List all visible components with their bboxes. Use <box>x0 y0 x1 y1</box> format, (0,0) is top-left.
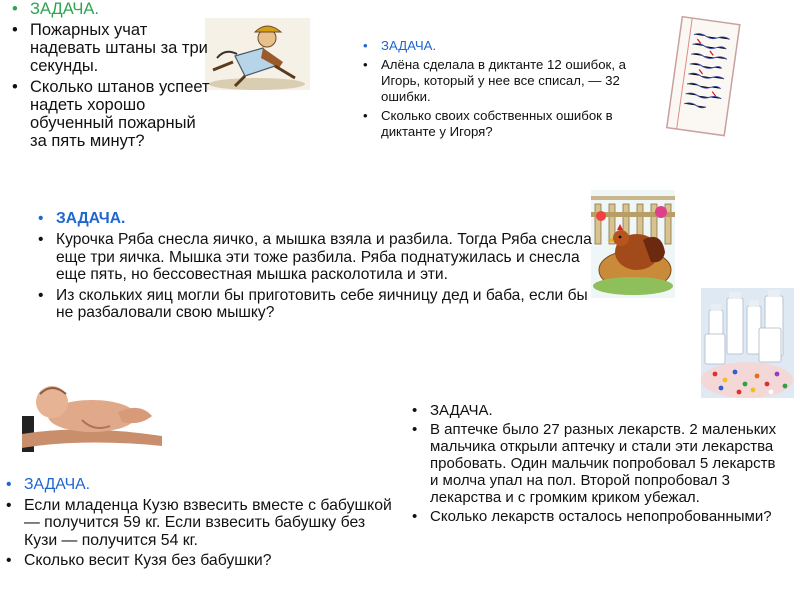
task-firefighter-condition: • Пожарных учат надевать штаны за три секунды. <box>6 21 216 75</box>
task-dictation-condition: • Алёна сделала в диктанте 12 ошибок, а Игорь, который у нее все списал, — 32 ошибки. <box>357 57 657 105</box>
task-hen-condition: • Курочка Ряба снесла яичко, а мышка взяла и разбила. Тогда Ряба снесла еще три яичка. Мышка эти тоже разбила. Ряба поднатужилась и снесла еще пять, но бессовестная мышка расколотила и эти. <box>32 231 592 283</box>
task-baby-question: • Сколько весит Кузя без бабушки? <box>0 552 400 570</box>
task-dictation-title-item <box>357 38 657 54</box>
firefighter-illustration <box>205 18 310 90</box>
task-hen-title-item <box>32 210 592 227</box>
medicine-bottles-photo <box>701 288 794 398</box>
task-firefighter-question: • Сколько штанов успеет надеть хорошо обученный пожарный за пять минут? <box>6 78 216 150</box>
task-firefighter-title-item <box>6 0 216 18</box>
baby-photo <box>22 376 164 452</box>
task-pharmacy <box>406 402 786 527</box>
task-baby-title: ЗАДАЧА. <box>24 476 91 493</box>
task-dictation <box>357 38 657 143</box>
task-hen-question: • Из скольких яиц могли бы приготовить себе яичницу дед и баба, если бы не разбаловали свою мышку? <box>32 287 592 322</box>
task-baby-condition: • Если младенца Кузю взвесить вместе с бабушкой — получится 59 кг. Если взвесить бабушку без Кузи — получится 54 кг. <box>0 497 400 550</box>
hen-illustration <box>591 190 675 298</box>
notebook-illustration <box>662 14 742 142</box>
task-firefighter <box>6 0 216 153</box>
task-hen <box>32 210 592 326</box>
task-baby-title-item <box>0 476 400 494</box>
task-pharmacy-question: • Сколько лекарств осталось непопробованными? <box>406 508 786 525</box>
task-firefighter-title: ЗАДАЧА. <box>30 0 99 18</box>
task-hen-title: ЗАДАЧА. <box>56 210 126 227</box>
task-pharmacy-title: • ЗАДАЧА. <box>406 402 786 419</box>
task-dictation-question: • Сколько своих собственных ошибок в диктанте у Игоря? <box>357 108 657 140</box>
task-dictation-title: ЗАДАЧА. <box>381 38 437 53</box>
task-pharmacy-condition: • В аптечке было 27 разных лекарств. 2 маленьких мальчика открыли аптечку и стали эти лекарства пробовать. Один мальчик попробовал 5 лекарств и молча упал на пол. Второй попробовал 3 лекарства и с громким криком убежал. <box>406 421 786 506</box>
task-baby <box>0 476 400 573</box>
